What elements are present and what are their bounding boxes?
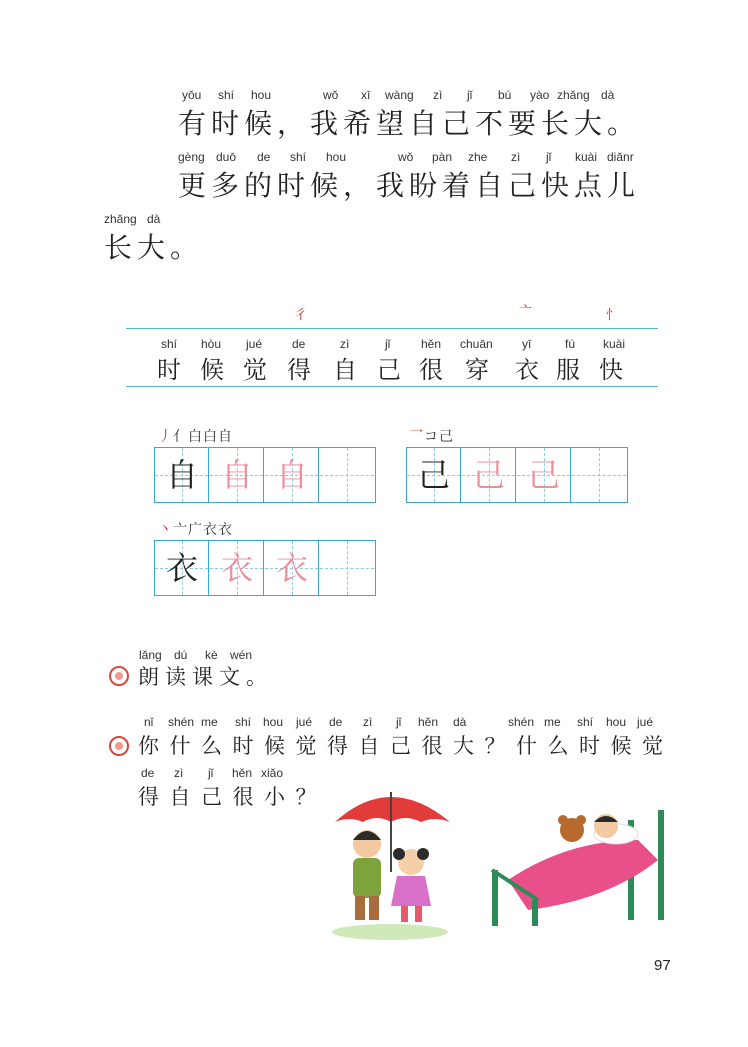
- trace-char: 自: [275, 456, 308, 494]
- exercise1-text: 朗读课文。: [138, 665, 273, 689]
- pinyin: duō: [216, 150, 237, 164]
- poem-line1: 有时候，我希望自己不要长大。: [178, 107, 641, 140]
- girl-boot: [401, 906, 408, 922]
- vocab-char: 觉: [243, 356, 267, 384]
- pinyin: jǐ: [546, 150, 552, 164]
- girl-bun: [417, 848, 429, 860]
- pinyin: de: [141, 766, 155, 780]
- pinyin: shén: [168, 715, 195, 729]
- poem-line3: 长大。: [104, 231, 204, 264]
- girl-bun: [393, 848, 405, 860]
- pinyin: shí: [290, 150, 307, 164]
- pinyin: xī: [361, 88, 371, 102]
- umbrella-canopy: [335, 797, 450, 822]
- pinyin: hou: [263, 715, 284, 729]
- pinyin: wén: [230, 648, 253, 662]
- vocab-char: 时: [157, 356, 181, 384]
- pinyin: jǐ: [385, 337, 391, 351]
- trace-char: 己: [472, 456, 505, 494]
- pinyin: jǐ: [208, 766, 214, 780]
- pinyin: nǐ: [144, 715, 154, 729]
- bed-illustration: [488, 800, 668, 930]
- pinyin: zì: [511, 150, 521, 164]
- pinyin: hěn: [232, 766, 253, 780]
- pinyin: shí: [235, 715, 252, 729]
- radical-hint: 彳: [294, 308, 308, 323]
- pinyin: shí: [161, 337, 178, 351]
- vocab-char: 己: [377, 356, 401, 384]
- pinyin: me: [201, 715, 218, 729]
- pinyin: zì: [363, 715, 373, 729]
- pinyin: diǎnr: [607, 150, 634, 164]
- pinyin: kè: [205, 648, 218, 662]
- pinyin: jǐ: [396, 715, 402, 729]
- pinyin: dà: [453, 715, 467, 729]
- trace-char: 衣: [220, 549, 253, 587]
- vocab-char: 自: [333, 356, 357, 384]
- umbrella-illustration: [325, 782, 455, 942]
- discuss-icon: [109, 736, 129, 756]
- pinyin: lǎng: [139, 648, 162, 662]
- pinyin: de: [292, 337, 306, 351]
- read-icon: [109, 666, 129, 686]
- pinyin: de: [257, 150, 271, 164]
- poem-line2: 更多的时候，我盼着自己快点儿: [178, 169, 641, 202]
- pinyin: zì: [174, 766, 184, 780]
- vocab-char: 快: [599, 356, 623, 384]
- pinyin: jué: [637, 715, 654, 729]
- pinyin: wǒ: [323, 88, 339, 102]
- child-hair: [594, 816, 618, 822]
- page-number: 97: [654, 957, 671, 974]
- vocab-char: 候: [200, 356, 224, 384]
- exercise2-text-line1: 你什么时候觉得自己很大？什么时候觉: [138, 734, 674, 758]
- pinyin: dà: [601, 88, 615, 102]
- footboard-post: [492, 870, 498, 926]
- girl-boot: [415, 906, 422, 922]
- vocab-char: 衣: [515, 356, 539, 384]
- pinyin: xiǎo: [261, 766, 284, 780]
- pinyin: me: [544, 715, 561, 729]
- stroke-order: 乛コ己: [409, 429, 454, 445]
- pinyin: zì: [340, 337, 350, 351]
- vocab-char: 穿: [465, 356, 489, 384]
- bottom-rule: [126, 386, 658, 387]
- pinyin: fú: [565, 337, 576, 351]
- pinyin: zhe: [468, 150, 488, 164]
- pinyin: kuài: [603, 337, 626, 351]
- boy-leg: [369, 896, 379, 920]
- pinyin: zhǎng: [557, 88, 590, 102]
- stroke-order: 丿亻白白自: [158, 429, 233, 445]
- boy-jacket: [353, 858, 381, 898]
- pinyin: shí: [218, 88, 235, 102]
- pinyin: yào: [530, 88, 550, 102]
- headboard-post: [658, 810, 664, 920]
- vocab-char: 服: [556, 356, 580, 384]
- blanket: [508, 840, 658, 910]
- pinyin: hěn: [421, 337, 442, 351]
- top-rule: [126, 328, 658, 329]
- pinyin: yī: [522, 337, 532, 351]
- pinyin: yǒu: [182, 88, 202, 102]
- pinyin: dú: [174, 648, 188, 662]
- pinyin: de: [329, 715, 343, 729]
- pinyin: hòu: [201, 337, 222, 351]
- pinyin: hou: [606, 715, 627, 729]
- pinyin: wàng: [385, 88, 414, 102]
- trace-char: 衣: [275, 549, 308, 587]
- vocab-char: 很: [419, 356, 443, 384]
- pinyin: jǐ: [467, 88, 473, 102]
- pinyin: dà: [147, 212, 161, 226]
- vocab-char: 得: [287, 356, 311, 384]
- writing-grid-ji: [406, 447, 628, 503]
- pinyin: chuān: [460, 337, 493, 351]
- pinyin: hou: [326, 150, 347, 164]
- boy-hair: [353, 831, 381, 840]
- grass: [332, 924, 448, 940]
- pinyin: hou: [251, 88, 272, 102]
- pinyin: hěn: [418, 715, 439, 729]
- stroke-order: 丶亠广衣衣: [158, 522, 233, 538]
- exercise2-text-line2: 得自己很小？: [138, 785, 327, 809]
- trace-char: 己: [527, 456, 560, 494]
- radical-hint: 忄: [606, 308, 620, 323]
- pinyin: jué: [246, 337, 263, 351]
- teddy-ear: [558, 815, 568, 825]
- pinyin: kuài: [575, 150, 598, 164]
- girl-dress: [391, 876, 431, 906]
- trace-char: 自: [220, 456, 253, 494]
- model-char: 衣: [165, 549, 198, 587]
- pinyin: shí: [577, 715, 594, 729]
- pinyin: shén: [508, 715, 535, 729]
- writing-grid-zi: [154, 447, 376, 503]
- model-char: 己: [417, 456, 450, 494]
- pinyin: zhǎng: [104, 212, 137, 226]
- pinyin: pàn: [432, 150, 453, 164]
- pinyin: gèng: [178, 150, 205, 164]
- writing-grid-yi: [154, 540, 376, 596]
- model-char: 自: [165, 456, 198, 494]
- radical-hint: 亠: [519, 304, 533, 319]
- footboard-post: [532, 900, 538, 926]
- teddy-ear: [576, 815, 586, 825]
- pinyin: wǒ: [398, 150, 414, 164]
- boy-leg: [355, 896, 365, 920]
- pinyin: bú: [498, 88, 512, 102]
- pinyin: zì: [433, 88, 443, 102]
- pinyin: jué: [296, 715, 313, 729]
